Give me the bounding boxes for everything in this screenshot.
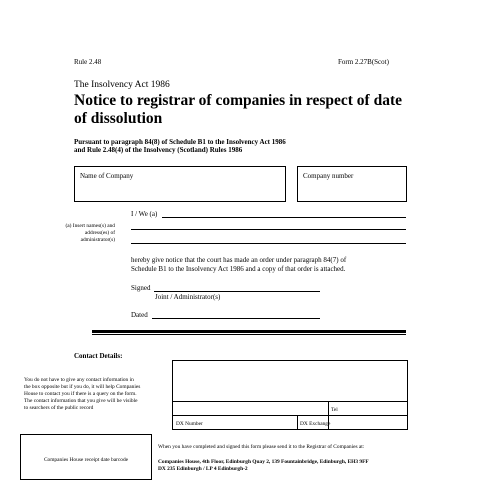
company-number-field[interactable] <box>297 166 407 202</box>
contact-info-line-4: The contact information that you give will be visible <box>24 398 138 404</box>
dx-exchange-label: DX Exchange <box>300 421 331 427</box>
contact-heading: Contact Details: <box>74 352 123 360</box>
margin-note-line-1: (a) Insert names(s) and <box>65 223 115 229</box>
company-name-field[interactable] <box>74 166 286 202</box>
iwe-line-3[interactable] <box>131 243 406 244</box>
contact-info-line-1: You do not have to give any contact information in <box>24 377 134 383</box>
notice-line-1: hereby give notice that the court has made an order under paragraph 84(7) of <box>131 256 347 264</box>
act-name: The Insolvency Act 1986 <box>74 80 170 90</box>
signature-line[interactable] <box>154 291 320 292</box>
form-number: Form 2.27B(Scot) <box>338 58 389 66</box>
signer-role: Joint / Administrator(s) <box>155 293 221 301</box>
iwe-line-2[interactable] <box>131 229 406 230</box>
dx-divider <box>173 415 407 416</box>
receipt-barcode-label: Companies House receipt date barcode <box>43 457 129 463</box>
send-address-line-1: Companies House, 4th Floor, Edinburgh Quay 2, 139 Fountainbridge, Edinburgh, EH3 9FF <box>158 459 369 465</box>
pursuant-line-2: and Rule 2.48(4) of the Insolvency (Scotland) Rules 1986 <box>74 146 243 154</box>
iwe-line-1[interactable] <box>162 217 406 218</box>
notice-line-2: Schedule B1 to the Insolvency Act 1986 and a copy of that order is attached. <box>131 265 346 273</box>
dx-col-divider <box>297 415 298 429</box>
contact-info-line-2: the box opposite but if you do, it will help Companies <box>24 384 141 390</box>
send-address-line-2: DX 235 Edinburgh / LP 4 Edinburgh-2 <box>158 466 248 472</box>
margin-note-line-2: address(es) of <box>84 230 115 236</box>
signed-label: Signed <box>131 284 151 292</box>
company-number-label: Company number <box>303 172 354 180</box>
page-title: Notice to registrar of companies in respect of date of dissolution <box>74 92 403 127</box>
section-divider <box>92 330 406 333</box>
dated-label: Dated <box>131 311 148 319</box>
dx-number-label: DX Number <box>176 421 203 427</box>
contact-divider <box>173 401 407 402</box>
tel-label: Tel <box>331 407 338 413</box>
receipt-barcode-box <box>20 434 152 480</box>
iwe-label: I / We (a) <box>131 210 158 218</box>
date-line[interactable] <box>152 318 320 319</box>
rule-number: Rule 2.48 <box>74 58 102 66</box>
pursuant-line-1: Pursuant to paragraph 84(8) of Schedule B1 to the Insolvency Act 1986 <box>74 138 286 146</box>
contact-box[interactable] <box>172 360 408 430</box>
contact-info-line-3: House to contact you if there is a query on the form. <box>24 391 137 397</box>
margin-note-line-3: administrator(s) <box>80 237 115 243</box>
company-name-label: Name of Company <box>80 172 134 180</box>
section-divider-thin <box>92 334 406 335</box>
contact-info-line-5: to searchers of the public record <box>24 405 94 411</box>
send-instruction: When you have completed and signed this form please send it to the Registrar of Companies at: <box>158 444 365 450</box>
